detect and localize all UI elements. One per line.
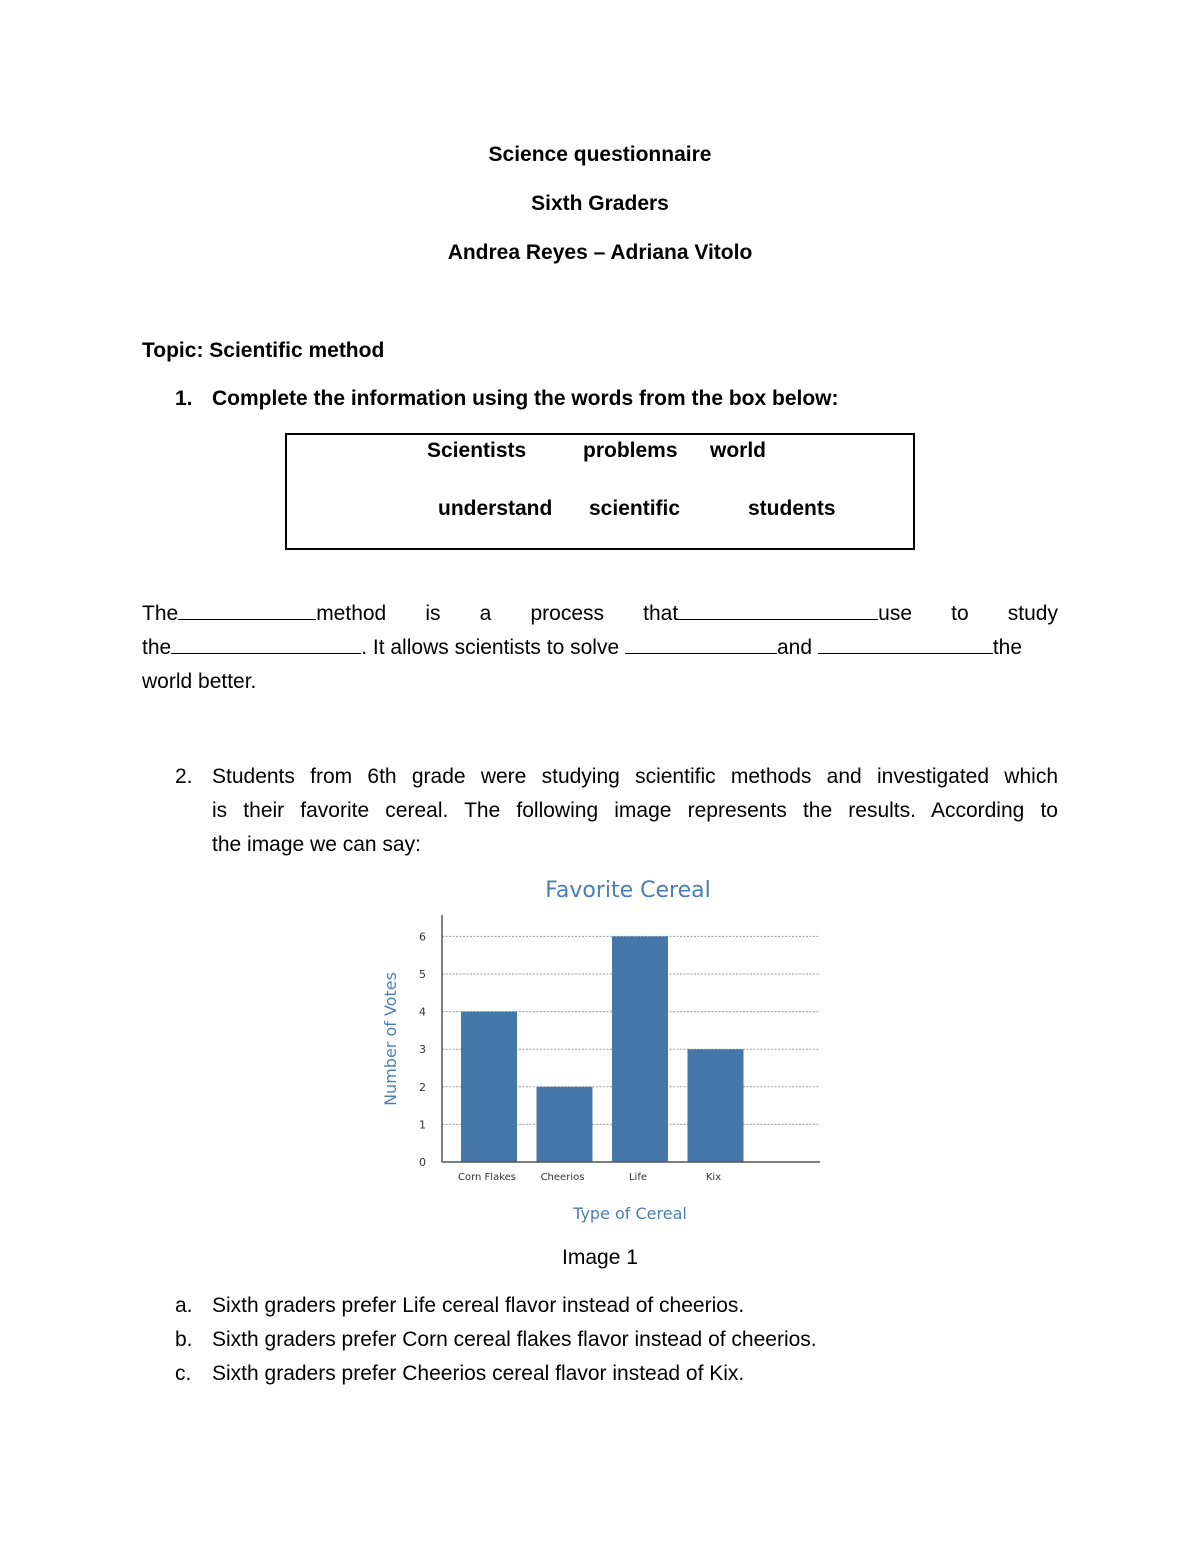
- word-box-item: understand: [438, 497, 553, 520]
- paragraph-text: process: [530, 602, 604, 625]
- option-letter: b.: [175, 1328, 193, 1351]
- question-2-line: Students from 6th grade were studying scientific methods and investigated which: [212, 765, 1058, 788]
- paragraph-text: a: [479, 602, 492, 625]
- answer-blank[interactable]: [678, 601, 878, 620]
- option-text: Sixth graders prefer Cheerios cereal flavor instead of Kix.: [212, 1362, 745, 1385]
- bar: [461, 1012, 517, 1162]
- paragraph-text: The: [142, 602, 179, 625]
- paragraph-text: use: [878, 602, 913, 625]
- fill-in-line-3: world better.: [142, 670, 257, 693]
- word-box: [285, 433, 915, 550]
- word-box-item: world: [710, 439, 766, 462]
- question-2-line: the image we can say:: [212, 833, 421, 856]
- bar: [612, 936, 668, 1162]
- document-subtitle: Sixth Graders: [531, 192, 669, 215]
- answer-option-b[interactable]: [175, 1328, 817, 1352]
- x-tick-label: Cheerios: [540, 1172, 585, 1183]
- option-text: Sixth graders prefer Life cereal flavor instead of cheerios.: [212, 1294, 745, 1317]
- question-1-number: 1.: [175, 387, 193, 410]
- paragraph-text: and: [776, 636, 818, 659]
- paragraph-text: . It allows scientists to solve: [361, 636, 625, 659]
- x-tick-label: Corn Flakes: [457, 1172, 517, 1183]
- y-tick-label: 6: [419, 930, 426, 944]
- y-tick-label: 2: [419, 1080, 426, 1094]
- answer-blank[interactable]: [818, 635, 993, 654]
- question-1-text: Complete the information using the words from the box below:: [212, 387, 839, 410]
- x-axis-label: Type of Cereal: [573, 1204, 687, 1223]
- x-tick-label: Life: [628, 1172, 648, 1183]
- paragraph-text: the: [142, 636, 172, 659]
- chart-title: Favorite Cereal: [545, 878, 711, 903]
- paragraph-text: the: [992, 636, 1023, 659]
- paragraph-text: study: [1007, 602, 1058, 625]
- y-tick-label: 1: [419, 1118, 426, 1132]
- answer-blank[interactable]: [171, 635, 361, 654]
- word-box-item: problems: [583, 439, 678, 462]
- fill-in-line-2: [142, 631, 1058, 665]
- fill-in-line-1: [142, 597, 1058, 631]
- question-2-number: 2.: [175, 765, 193, 788]
- image-caption: Image 1: [562, 1246, 638, 1269]
- y-axis-label: Number of Votes: [381, 972, 400, 1106]
- question-1-prompt: [175, 387, 839, 411]
- option-letter: a.: [175, 1294, 193, 1317]
- word-box-item: Scientists: [427, 439, 527, 462]
- bar: [688, 1049, 744, 1162]
- answer-option-c[interactable]: [175, 1362, 744, 1386]
- favorite-cereal-chart: [360, 868, 840, 1230]
- x-tick-label: Kix: [705, 1172, 722, 1183]
- bar: [537, 1087, 593, 1162]
- paragraph-text: that: [643, 602, 679, 625]
- question-2: [175, 760, 1058, 862]
- document-title: Science questionnaire: [488, 143, 712, 166]
- document-authors: Andrea Reyes – Adriana Vitolo: [447, 241, 753, 264]
- option-letter: c.: [175, 1362, 192, 1385]
- answer-blank[interactable]: [178, 601, 316, 620]
- paragraph-text: to: [951, 602, 969, 625]
- y-tick-label: 5: [419, 968, 426, 981]
- y-tick-label: 3: [419, 1043, 426, 1057]
- answer-option-a[interactable]: [175, 1294, 744, 1318]
- option-text: Sixth graders prefer Corn cereal flakes flavor instead of cheerios.: [212, 1328, 817, 1351]
- topic-heading: Topic: Scientific method: [142, 339, 385, 362]
- paragraph-text: method: [316, 602, 387, 625]
- y-tick-label: 0: [419, 1156, 426, 1169]
- word-box-item: scientific: [589, 497, 681, 520]
- y-tick-label: 4: [419, 1005, 426, 1019]
- answer-blank[interactable]: [625, 635, 777, 654]
- word-box-item: students: [748, 497, 836, 520]
- question-2-line: is their favorite cereal. The following image represents the results. According to: [212, 799, 1058, 822]
- paragraph-text: is: [425, 602, 441, 625]
